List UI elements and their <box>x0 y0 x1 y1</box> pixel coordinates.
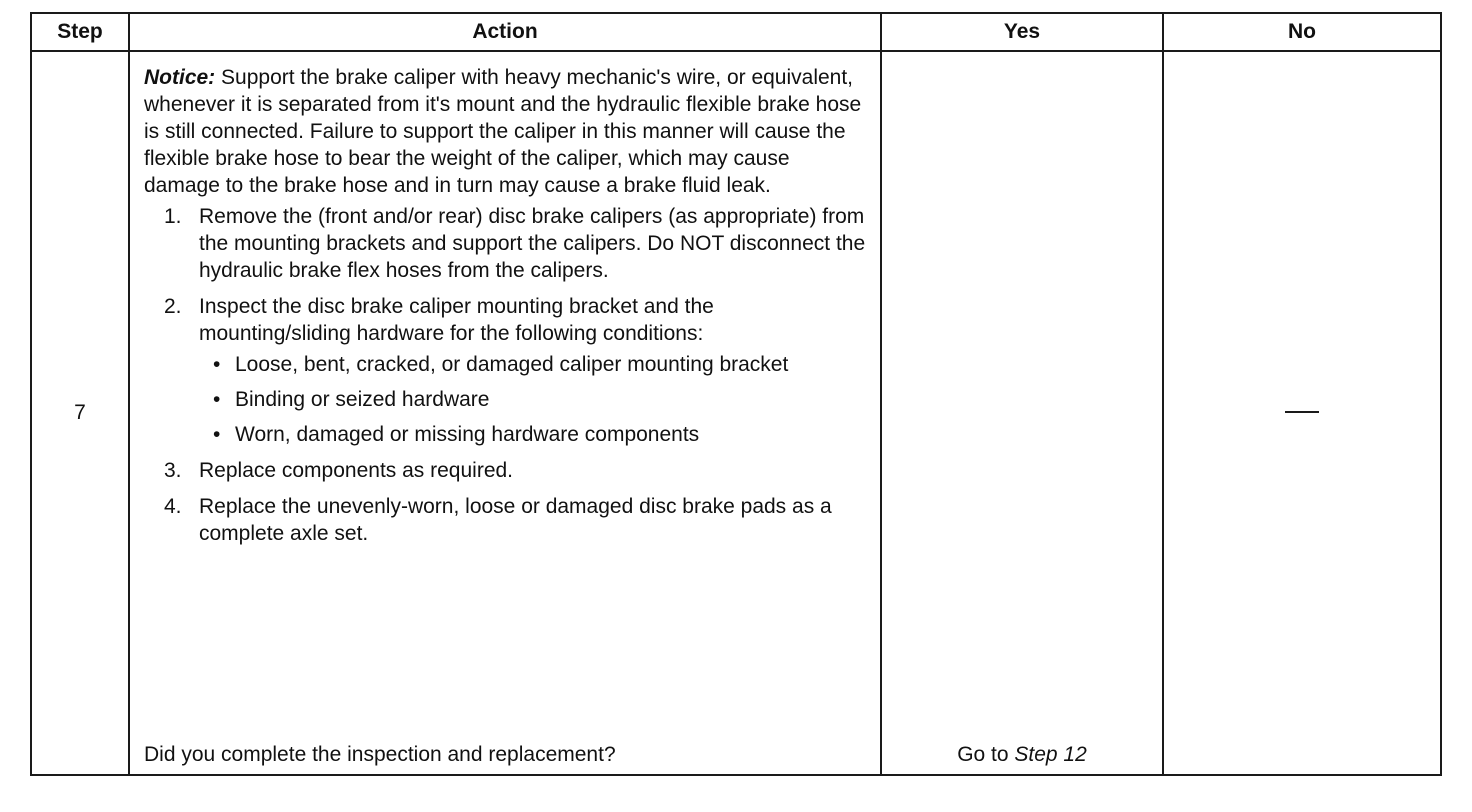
step-number: 7 <box>31 51 129 775</box>
step-item-number: 1. <box>164 205 182 228</box>
step-item-number: 3. <box>164 459 182 482</box>
condition-item <box>199 351 866 378</box>
bullet-icon: • <box>213 388 221 411</box>
step-item-text: Inspect the disc brake caliper mounting bracket and the mounting/sliding hardware for the following conditions: <box>199 295 714 345</box>
yes-step-reference: Step 12 <box>1014 743 1087 766</box>
no-outcome-dash <box>1285 411 1319 413</box>
procedure-step-3 <box>144 457 866 484</box>
yes-prefix: Go to <box>957 743 1015 766</box>
table-row <box>31 51 1441 775</box>
completion-question: Did you complete the inspection and replacement? <box>144 743 616 766</box>
step-item-number: 4. <box>164 495 182 518</box>
step-item-text: Remove the (front and/or rear) disc brake calipers (as appropriate) from the mounting brackets and support the calipers. Do NOT disconnect the hydraulic brake flex hoses from the calipers. <box>199 205 866 282</box>
condition-text: Binding or seized hardware <box>235 388 490 411</box>
action-cell <box>129 51 881 775</box>
notice-paragraph <box>144 64 866 199</box>
procedure-steps <box>144 203 866 547</box>
no-cell <box>1163 51 1441 775</box>
condition-text: Worn, damaged or missing hardware components <box>235 423 700 446</box>
bullet-icon: • <box>213 423 221 446</box>
procedure-step-2 <box>144 293 866 448</box>
no-value <box>1319 401 1320 402</box>
header-step: Step <box>31 13 129 51</box>
notice-label: Notice: <box>144 66 216 89</box>
header-no: No <box>1163 13 1441 51</box>
diagnostic-table <box>30 12 1442 776</box>
condition-item <box>199 421 866 448</box>
step-item-text: Replace components as required. <box>199 459 514 482</box>
condition-text: Loose, bent, cracked, or damaged caliper mounting bracket <box>235 353 789 376</box>
header-yes: Yes <box>881 13 1163 51</box>
step-item-number: 2. <box>164 295 182 318</box>
condition-list <box>199 351 866 448</box>
header-row <box>31 13 1441 51</box>
procedure-step-4 <box>144 493 866 547</box>
condition-item <box>199 386 866 413</box>
yes-cell <box>881 51 1163 775</box>
yes-outcome <box>882 741 1162 768</box>
step-item-text: Replace the unevenly-worn, loose or damaged disc brake pads as a complete axle set. <box>199 495 832 545</box>
procedure-step-1 <box>144 203 866 284</box>
bullet-icon: • <box>213 353 221 376</box>
action-content <box>130 52 880 547</box>
notice-text: Support the brake caliper with heavy mechanic's wire, or equivalent, whenever it is separated from it's mount and the hydraulic flexible brake hose is still connected. Failure to support the caliper in this manner will cause the flexible brake hose to bear the weight of the caliper, which may cause damage to the brake hose and in turn may cause a brake fluid leak. <box>144 66 862 197</box>
header-action: Action <box>129 13 881 51</box>
